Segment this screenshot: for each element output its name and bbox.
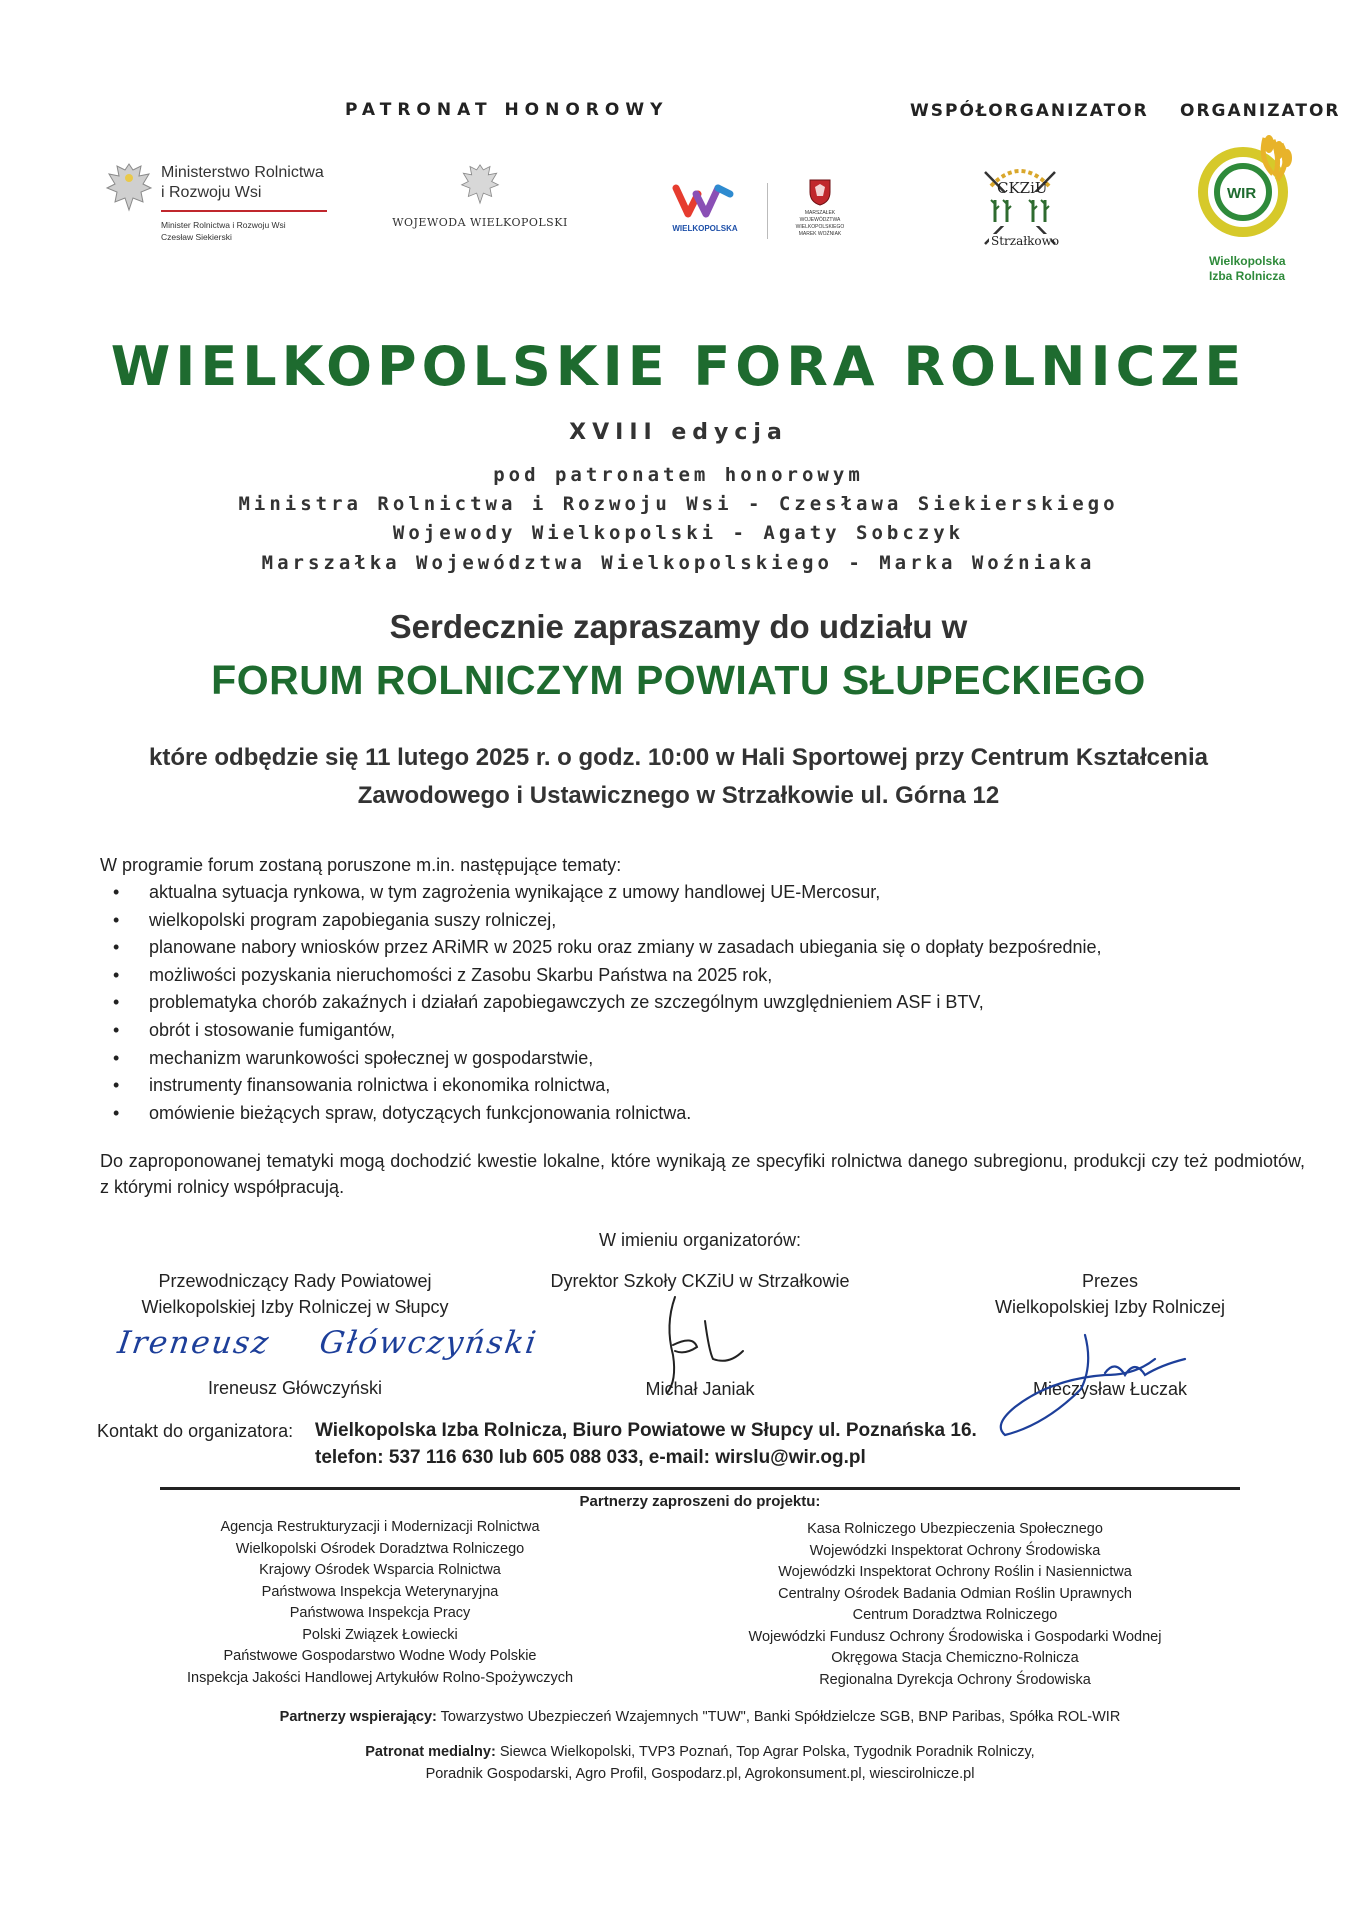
ckziu-top-text: CKZiU: [997, 179, 1048, 197]
event-details-line1: które odbędzie się 11 lutego 2025 r. o godz. 10:00 w Hali Sportowej przy Centrum Kształcenia: [149, 744, 1208, 771]
partners-right-list: [710, 1519, 1200, 1691]
marszalek-line2: WOJEWÓDZTWA: [799, 217, 841, 223]
list-item: • obrót i stosowanie fumigantów,: [100, 1017, 1300, 1045]
list-item: Centralny Ośrodek Badania Odmian Roślin Uprawnych: [778, 1585, 1132, 1602]
media-line1: Siewca Wielkopolski, TVP3 Poznań, Top Agrar Polska, Tygodnik Poradnik Rolniczy,: [499, 1744, 1035, 1760]
list-item: Kasa Rolniczego Ubezpieczenia Społecznego: [807, 1521, 1103, 1537]
list-item: Wojewódzki Inspektorat Ochrony Środowiska: [809, 1542, 1101, 1559]
patronat-honorowy-label: PATRONAT HONOROWY: [345, 100, 669, 120]
list-item: Wojewódzki Inspektorat Ochrony Roślin i Nasiennictwa: [778, 1564, 1132, 1580]
wir-mark: WIR: [1227, 185, 1257, 202]
white-eagle-icon: [460, 160, 500, 208]
left-role-line1: Przewodniczący Rady Powiatowej: [158, 1271, 432, 1291]
media-patronage-label: Patronat medialny:: [365, 1744, 496, 1760]
list-item: Regionalna Dyrekcja Ochrony Środowiska: [819, 1671, 1091, 1688]
media-line1-row: [0, 1741, 1357, 1763]
marszalek-line3: WIELKOPOLSKIEGO: [795, 224, 845, 230]
supporting-partners: [0, 1706, 1357, 1728]
marszalek-line4: MAREK WOŹNIAK: [798, 231, 842, 237]
wspolorganizator-label: WSPÓŁORGANIZATOR: [910, 101, 1149, 121]
white-eagle-icon: [105, 160, 153, 214]
w-mark-icon: [672, 180, 738, 220]
patronage-line-marszalek: Marszałka Województwa Wielkopolskiego - Marka Woźniaka: [261, 552, 1096, 574]
ministry-red-line: [161, 210, 327, 212]
list-item: • aktualna sytuacja rynkowa, w tym zagrożenia wynikające z umowy handlowej UE-Mercosur,: [100, 879, 1300, 907]
list-item: Inspekcja Jakości Handlowej Artykułów Rolno-Spożywczych: [186, 1669, 574, 1686]
ministry-name-line2: i Rozwoju Wsi: [161, 184, 262, 201]
wir-line2: Izba Rolnicza: [1209, 269, 1286, 283]
event-details-line2: Zawodowego i Ustawicznego w Strzałkowie ul. Górna 12: [357, 782, 1000, 809]
supporting-partners-label: Partnerzy wspierający:: [279, 1709, 437, 1725]
contact-line1: [315, 1420, 977, 1442]
wielkopolska-logo: [660, 180, 750, 250]
ministry-sub-line1: Minister Rolnictwa i Rozwoju Wsi: [161, 220, 286, 230]
media-patronage: [0, 1741, 1357, 1785]
ministry-name-line1: Ministerstwo Rolnictwa: [161, 164, 324, 181]
main-title: WIELKOPOLSKIE FORA ROLNICZE: [110, 335, 1247, 398]
partners-heading: Partnerzy zaproszeni do projektu:: [579, 1493, 821, 1510]
patronage-intro: pod patronatem honorowym: [493, 464, 864, 486]
ministry-logo: [105, 160, 335, 250]
left-handwritten-signature: Ireneusz Główczyński: [115, 1325, 541, 1361]
ckziu-logo: [965, 152, 1075, 262]
contact-phone-email: telefon: 537 116 630 lub 605 088 033, e-mail: wirslu@wir.og.pl: [315, 1447, 866, 1468]
right-signatory: [950, 1268, 1270, 1320]
list-item: Agencja Restrukturyzacji i Modernizacji Rolnictwa: [220, 1519, 540, 1535]
ministry-sub-line2: Czesław Siekierski: [161, 232, 232, 242]
right-role-line1: Prezes: [1081, 1271, 1139, 1291]
list-item: Okręgowa Stacja Chemiczno-Rolnicza: [831, 1650, 1079, 1666]
marszalek-logo: [770, 178, 870, 248]
patronage-line-minister: Ministra Rolnictwa i Rozwoju Wsi - Czesława Siekierskiego: [238, 493, 1119, 515]
shield-icon: [808, 178, 832, 206]
patronage-line-wojewoda: Wojewody Wielkopolski - Agaty Sobczyk: [392, 522, 965, 544]
right-handwritten-signature: [985, 1315, 1225, 1445]
wojewoda-caption: WOJEWODA WIELKOPOLSKI: [392, 216, 568, 229]
program-intro: W programie forum zostaną poruszone m.in. następujące tematy:: [100, 855, 622, 875]
invitation-line: Serdecznie zapraszamy do udziału w: [389, 608, 968, 645]
middle-role: Dyrektor Szkoły CKZiU w Strzałkowie: [550, 1271, 850, 1291]
list-item: Krajowy Ośrodek Wsparcia Rolnictwa: [259, 1562, 501, 1578]
wir-line1: Wielkopolska: [1209, 254, 1286, 268]
forum-title: FORUM ROLNICZYM POWIATU SŁUPECKIEGO: [211, 657, 1146, 703]
media-line2: Poradnik Gospodarski, Agro Profil, Gospodarz.pl, Agrokonsument.pl, wiescirolnicze.pl: [425, 1766, 975, 1782]
left-name: Ireneusz Główczyński: [207, 1378, 383, 1398]
program-topics-list: [100, 879, 1300, 1127]
logo-separator: [767, 183, 768, 239]
signatures-heading: W imieniu organizatorów:: [598, 1230, 802, 1250]
list-item: • mechanizm warunkowości społecznej w gospodarstwie,: [100, 1045, 1300, 1073]
left-role-line2: Wielkopolskiej Izby Rolniczej w Słupcy: [141, 1297, 449, 1317]
list-item: Wojewódzki Fundusz Ochrony Środowiska i Gospodarki Wodnej: [748, 1628, 1162, 1645]
ckziu-bottom-text: Strzałkowo: [991, 234, 1060, 248]
list-item: • instrumenty finansowania rolnictwa i ekonomika rolnictwa,: [100, 1072, 1300, 1100]
program-section: [100, 852, 1300, 1127]
contact-line2: [315, 1447, 866, 1469]
edition: XVIII edycja: [569, 420, 788, 445]
list-item: Państwowa Inspekcja Pracy: [289, 1605, 471, 1621]
supporting-partners-text: Towarzystwo Ubezpieczeń Wzajemnych "TUW", Banki Spółdzielcze SGB, BNP Paribas, Spółka ROL-WIR: [440, 1709, 1121, 1725]
wir-logo: [1195, 130, 1305, 290]
list-item: Polski Związek Łowiecki: [302, 1626, 458, 1643]
wielkopolska-caption: WIELKOPOLSKA: [672, 224, 738, 233]
list-item: • wielkopolski program zapobiegania suszy rolniczej,: [100, 907, 1300, 935]
list-item: • planowane nabory wniosków przez ARiMR w 2025 roku oraz zmiany w zasadach ubiegania się o dopłaty bezpośrednie,: [100, 934, 1300, 962]
partners-left-list: [140, 1517, 620, 1689]
wojewoda-logo: [380, 160, 580, 240]
left-signatory: [100, 1268, 490, 1320]
right-name: Mieczysław Łuczak: [1032, 1379, 1188, 1399]
list-item: Centrum Doradztwa Rolniczego: [852, 1607, 1058, 1623]
program-note: Do zaproponowanej tematyki mogą dochodzić kwestie lokalne, które wynikają ze specyfiki rolnictwa danego subregionu, produkcji czy też podmiotów, z którymi rolnicy współpracują.: [100, 1151, 1305, 1197]
marszalek-line1: MARSZAŁEK: [804, 210, 836, 216]
organizator-label: ORGANIZATOR: [1180, 101, 1341, 121]
list-item: Państwowe Gospodarstwo Wodne Wody Polskie: [223, 1648, 537, 1664]
contact-label: Kontakt do organizatora:: [97, 1421, 294, 1441]
right-role-line2: Wielkopolskiej Izby Rolniczej: [994, 1297, 1226, 1317]
list-item: Wielkopolski Ośrodek Doradztwa Rolniczego: [235, 1540, 525, 1557]
divider-line: [160, 1487, 1240, 1490]
list-item: • problematyka chorób zakaźnych i działań zapobiegawczych ze szczególnym uwzględnieniem ASF i BTV,: [100, 989, 1300, 1017]
middle-name: Michał Janiak: [645, 1379, 755, 1399]
list-item: • możliwości pozyskania nieruchomości z Zasobu Skarbu Państwa na 2025 rok,: [100, 962, 1300, 990]
contact-address: Wielkopolska Izba Rolnicza, Biuro Powiatowe w Słupcy ul. Poznańska 16.: [315, 1420, 977, 1441]
list-item: • omówienie bieżących spraw, dotyczących funkcjonowania rolnictwa.: [100, 1100, 1300, 1128]
list-item: Państwowa Inspekcja Weterynaryjna: [261, 1583, 499, 1600]
